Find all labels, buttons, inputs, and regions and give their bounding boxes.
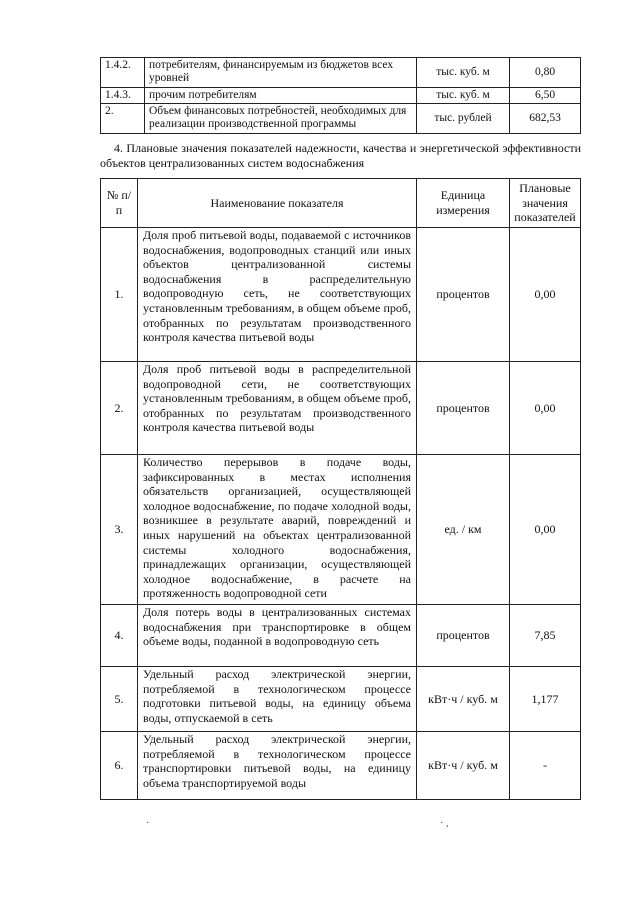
row-unit: кВт·ч / куб. м (417, 732, 510, 800)
row-unit: тыс. куб. м (417, 88, 510, 104)
row-value: - (510, 732, 581, 800)
row-number: 3. (101, 455, 138, 605)
row-number: 2. (101, 104, 145, 134)
row-unit: процентов (417, 605, 510, 667)
row-name: прочим потребителям (145, 88, 417, 104)
scan-speck: · , (440, 818, 449, 829)
row-unit: процентов (417, 362, 510, 455)
table-row (101, 732, 581, 800)
row-number: 1.4.3. (101, 88, 145, 104)
row-value: 0,00 (510, 455, 581, 605)
row-unit: процентов (417, 228, 510, 362)
table-header-row (101, 179, 581, 228)
budget-table (100, 57, 581, 134)
row-unit: тыс. куб. м (417, 58, 510, 88)
section-title: 4. Плановые значения показателей надежности, качества и энергетической эффективности объектов централизованных систем водоснабжения (100, 141, 581, 170)
row-unit: кВт·ч / куб. м (417, 667, 510, 732)
indicators-table (100, 178, 581, 800)
row-value: 0,80 (510, 58, 581, 88)
table-row (101, 88, 581, 104)
row-number: 5. (101, 667, 138, 732)
row-name: Объем финансовых потребностей, необходимых для реализации производственной программы (145, 104, 417, 134)
table-row (101, 455, 581, 605)
row-name: Доля потерь воды в централизованных системах водоснабжения при транспортировке в общем объеме воды, поданной в водопроводную сеть (138, 605, 417, 667)
row-name: Доля проб питьевой воды, подаваемой с источников водоснабжения, водопроводных станций или иных объектов централизованной системы водоснабжения в распределительную водопроводную сеть, не соответствующих установленным требованиям, в общем объеме проб, отобранных по результатам производственного контроля качества питьевой воды (138, 228, 417, 362)
header-value: Плановые значения показателей (510, 179, 581, 228)
row-unit: тыс. рублей (417, 104, 510, 134)
row-number: 1. (101, 228, 138, 362)
row-number: 4. (101, 605, 138, 667)
table-row (101, 228, 581, 362)
row-name: потребителям, финансируемым из бюджетов всех уровней (145, 58, 417, 88)
row-number: 1.4.2. (101, 58, 145, 88)
row-unit: ед. / км (417, 455, 510, 605)
row-name: Удельный расход электрической энергии, потребляемой в технологическом процессе подготовки питьевой воды, на единицу объема воды, отпускаемой в сеть (138, 667, 417, 732)
table-row (101, 104, 581, 134)
row-value: 1,177 (510, 667, 581, 732)
table-row (101, 362, 581, 455)
table-row (101, 605, 581, 667)
table-row (101, 58, 581, 88)
table-row (101, 667, 581, 732)
row-value: 682,53 (510, 104, 581, 134)
header-number: № п/п (101, 179, 138, 228)
row-number: 6. (101, 732, 138, 800)
row-name: Доля проб питьевой воды в распределительной водопроводной сети, не соответствующих установленным требованиям, в общем объеме проб, отобранных по результатам производственного контроля качества питьевой воды (138, 362, 417, 455)
row-name: Удельный расход электрической энергии, потребляемой в технологическом процессе транспортировки питьевой воды, на единицу объема транспортируемой воды (138, 732, 417, 800)
row-value: 6,50 (510, 88, 581, 104)
header-name: Наименование показателя (138, 179, 417, 228)
header-unit: Единица измерения (417, 179, 510, 228)
row-name: Количество перерывов в подаче воды, зафиксированных в местах исполнения обязательств организацией, осуществляющей холодное водоснабжение, по подаче холодной воды, возникшее в результате аварий, повреждений и иных нарушений на объектах централизованной системы холодного водоснабжения, принадлежащих организации, осуществляющей холодное водоснабжение, в расчете на протяженность водопроводной сети (138, 455, 417, 605)
scan-speck: · (146, 818, 150, 829)
row-value: 7,85 (510, 605, 581, 667)
row-number: 2. (101, 362, 138, 455)
row-value: 0,00 (510, 362, 581, 455)
row-value: 0,00 (510, 228, 581, 362)
